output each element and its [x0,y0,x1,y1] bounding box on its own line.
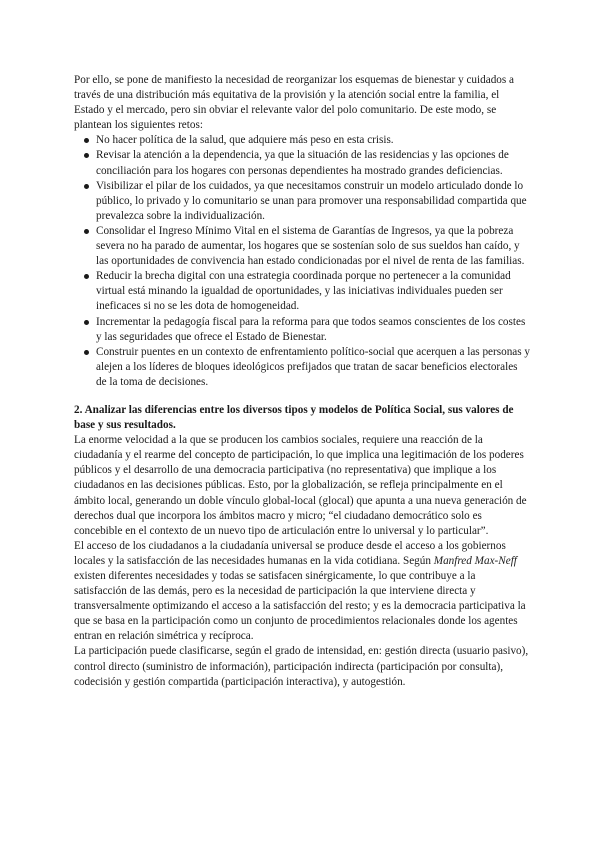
challenges-list [74,133,530,390]
list-item-text: Incrementar la pedagogía fiscal para la reforma para que todos seamos conscientes de los costes y las seguridades que ofrece el Estado de Bienestar. [96,315,526,343]
bullet-icon [84,138,89,143]
bullet-icon [84,229,89,234]
section-heading: 2. Analizar las diferencias entre los diversos tipos y modelos de Política Social, sus valores de base y sus resultados. [74,403,514,432]
list-item [96,345,530,390]
bullet-icon [84,184,89,189]
paragraph-2-start: El acceso de los ciudadanos a la ciudadanía universal se produce desde el acceso a los gobiernos locales y la satisfacción de las necesidades humanas en la vida cotidiana. Según [74,539,506,567]
list-item [96,315,530,345]
bullet-icon [84,350,89,355]
paragraph-2-end: existen diferentes necesidades y todas se satisfacen sinérgicamente, lo que contribuye a la satisfacción de las demás, pero es la necesidad de participación la que interviene directa y transversalmente optimizando el acceso a la satisfacción del resto; y es la democracia participativa la que se basa en la participación como un conjunto de procedimientos relacionales donde los agentes entran en relación simétrica y recíproca. [74,570,526,643]
list-item-text: Visibilizar el pilar de los cuidados, ya que necesitamos construir un modelo articulado donde lo público, lo privado y lo comunitario se unan para promover una responsabilidad compartida que prevalezca sobre la individualización. [96,179,527,222]
list-item [96,269,530,314]
bullet-icon [84,153,89,158]
list-item [96,224,530,269]
paragraph-3: La participación puede clasificarse, según el grado de intensidad, en: gestión directa (usuario pasivo), control directo (suministro de información), participación indirecta (participación por consulta), codecisión y gestión compartida (participación interactiva), y autogestión. [74,645,529,688]
paragraph-1: La enorme velocidad a la que se producen los cambios sociales, requiere una reacción de la ciudadanía y el rearme del concepto de participación, lo que implica una legitimación de los poderes públicos y el desarrollo de una democracia participativa (no representativa) que implique a los ciudadanos en las decisiones públicas. Esto, por la globalización, se refleja principalmente en el ámbito local, generando un doble vínculo global-local (glocal) que apunta a una nueva generación de derechos dual que incorpora los ámbitos macro y micro; “el ciudadano democrático solo es concebible en el contexto de un nuevo tipo de articulación entre lo universal y lo particular”. [74,434,527,537]
list-item-text: Consolidar el Ingreso Mínimo Vital en el sistema de Garantías de Ingresos, ya que la pobreza severa no ha parado de aumentar, los hogares que se sostenían solo de sus sueldos han caído, y las oportunidades de convivencia han estado condicionadas por el nivel de renta de las familias. [96,224,525,268]
bullet-icon [84,274,89,279]
author-name: Manfred Max-Neff [433,554,517,567]
list-item-text: Revisar la atención a la dependencia, ya que la situación de las residencias y las opciones de conciliación para los hogares con personas dependientes ha mostrado grandes deficiencias. [96,149,509,177]
paragraph-2 [74,539,530,645]
list-item-text: Reducir la brecha digital con una estrategia coordinada porque no pertenecer a la comunidad virtual está minando la igualdad de oportunidades, y las iniciativas individuales pueden ser ineficaces si no se les dota de homogeneidad. [96,270,511,313]
list-item [96,148,530,178]
list-item-text: No hacer política de la salud, que adquiere más peso en esta crisis. [96,134,394,147]
intro-paragraph: Por ello, se pone de manifiesto la necesidad de reorganizar los esquemas de bienestar y cuidados a través de una distribución más equitativa de la provisión y la atención social entre la familia, el Estado y el mercado, pero sin obviar el relevante valor del polo comunitario. De este modo, se plantean los siguientes retos: [74,74,514,132]
bullet-icon [84,320,89,325]
list-item-text: Construir puentes en un contexto de enfrentamiento político-social que acerquen a las personas y alejen a los líderes de bloques ideológicos prefijados que tratan de sacar beneficios electorales de la toma de decisiones. [96,345,530,388]
list-item [96,133,530,148]
list-item [96,179,530,224]
